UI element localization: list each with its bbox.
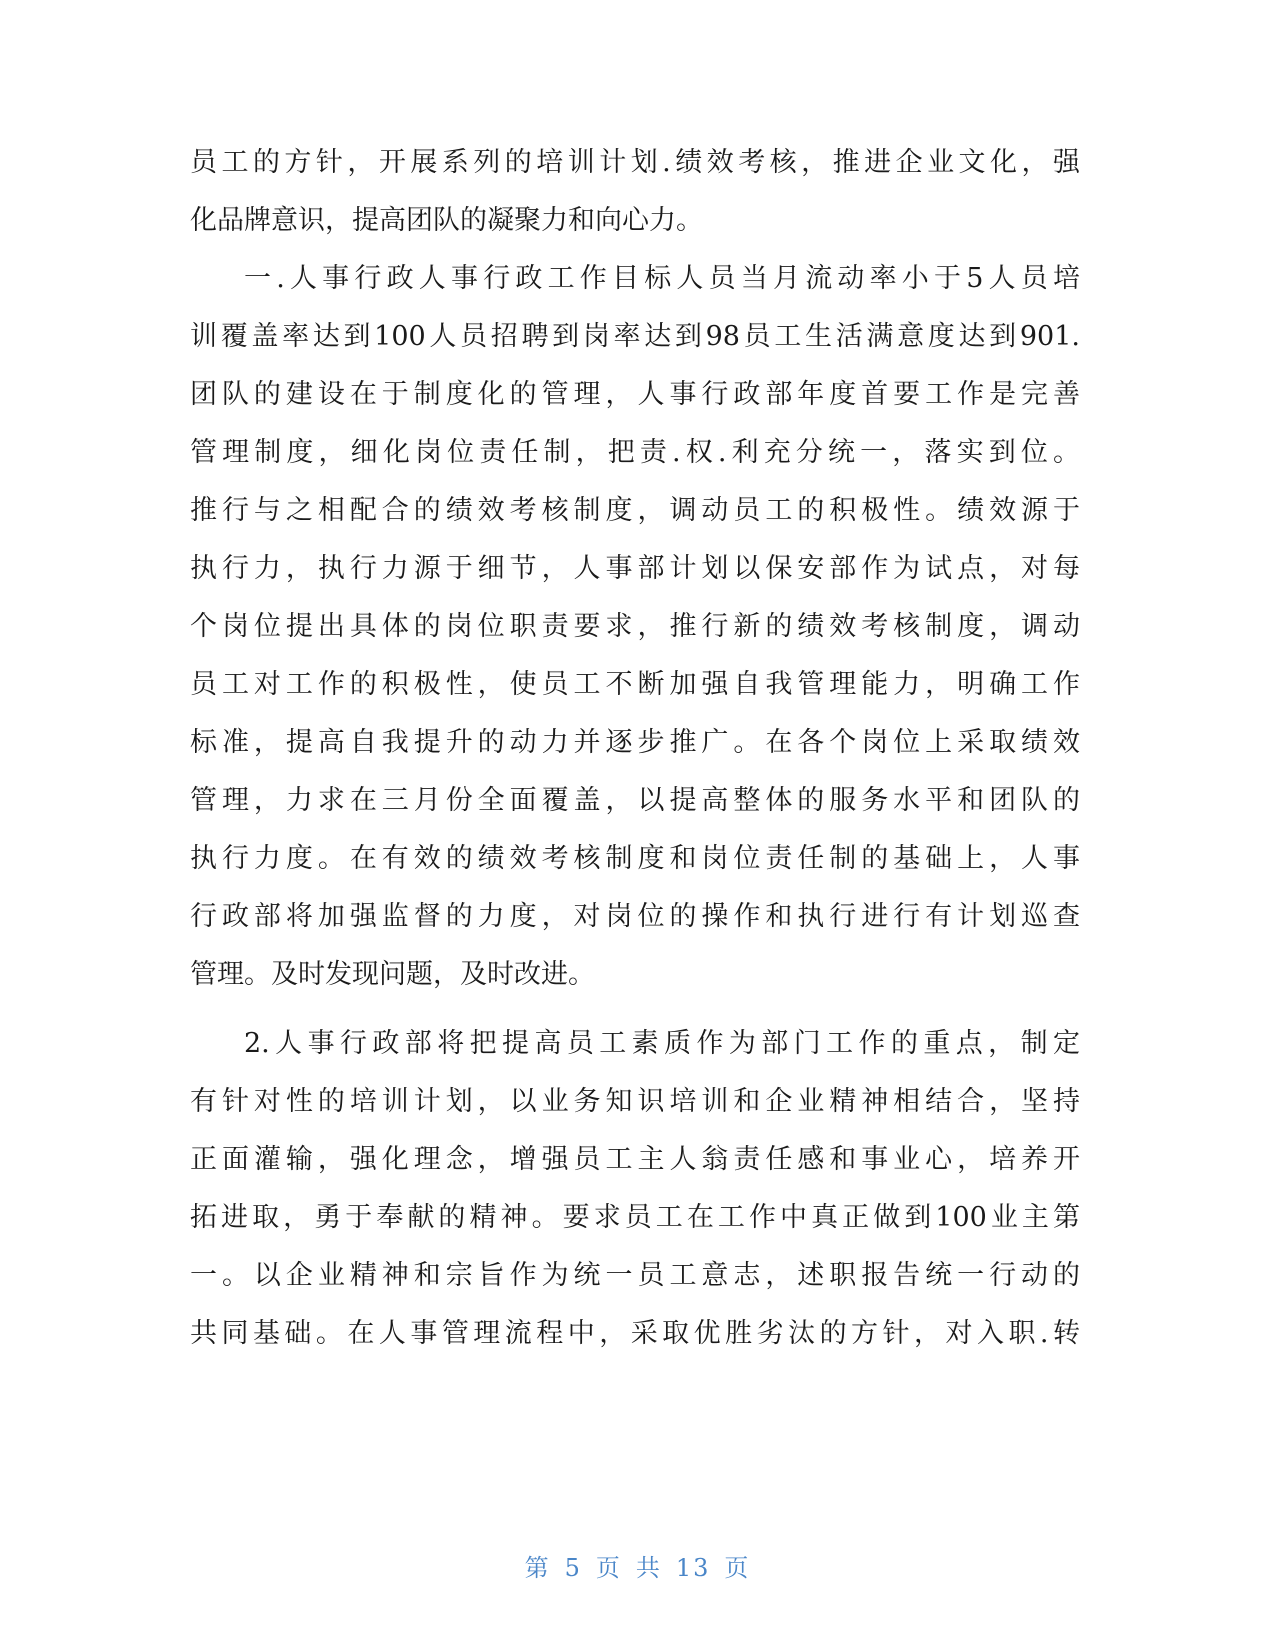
text-line: 团队的建设在于制度化的管理，人事行政部年度首要工作是完善	[190, 379, 1080, 410]
text-line: 行政部将加强监督的力度，对岗位的操作和执行进行有计划巡查	[190, 901, 1080, 932]
text-line: 正面灌输，强化理念，增强员工主人翁责任感和事业心，培养开	[190, 1144, 1080, 1175]
text-line: 训覆盖率达到100人员招聘到岗率达到98员工生活满意度达到901.	[190, 321, 1080, 352]
text-line: 拓进取，勇于奉献的精神。要求员工在工作中真正做到100业主第	[190, 1202, 1080, 1233]
footer-total-suffix: 页	[724, 1554, 751, 1582]
footer-total-prefix: 共	[635, 1554, 662, 1582]
text-line: 管理。及时发现问题，及时改进。	[190, 959, 595, 990]
text-line: 化品牌意识，提高团队的凝聚力和向心力。	[190, 205, 703, 236]
footer-page-number: 5	[564, 1554, 582, 1582]
text-line: 一.人事行政人事行政工作目标人员当月流动率小于5人员培	[244, 263, 1080, 294]
text-line: 执行力，执行力源于细节，人事部计划以保安部作为试点，对每	[190, 553, 1080, 584]
text-line: 执行力度。在有效的绩效考核制度和岗位责任制的基础上，人事	[190, 843, 1080, 874]
text-line: 员工对工作的积极性，使员工不断加强自我管理能力，明确工作	[190, 669, 1080, 700]
footer-page-prefix: 第	[524, 1554, 551, 1582]
text-line: 推行与之相配合的绩效考核制度，调动员工的积极性。绩效源于	[190, 495, 1080, 526]
text-line: 员工的方针，开展系列的培训计划.绩效考核，推进企业文化，强	[190, 147, 1080, 178]
footer-total-pages: 13	[675, 1554, 711, 1582]
text-line: 共同基础。在人事管理流程中，采取优胜劣汰的方针，对入职.转	[190, 1318, 1080, 1349]
text-line: 管理，力求在三月份全面覆盖，以提高整体的服务水平和团队的	[190, 785, 1080, 816]
page-footer	[0, 1550, 1275, 1586]
text-line: 标准，提高自我提升的动力并逐步推广。在各个岗位上采取绩效	[190, 727, 1080, 758]
text-line: 一。以企业精神和宗旨作为统一员工意志，述职报告统一行动的	[190, 1260, 1080, 1291]
text-line: 有针对性的培训计划，以业务知识培训和企业精神相结合，坚持	[190, 1086, 1080, 1117]
text-line: 管理制度，细化岗位责任制，把责.权.利充分统一，落实到位。	[190, 437, 1080, 468]
footer-page-mid: 页	[595, 1554, 622, 1582]
text-line: 个岗位提出具体的岗位职责要求，推行新的绩效考核制度，调动	[190, 611, 1080, 642]
text-line: 2.人事行政部将把提高员工素质作为部门工作的重点，制定	[244, 1028, 1080, 1059]
